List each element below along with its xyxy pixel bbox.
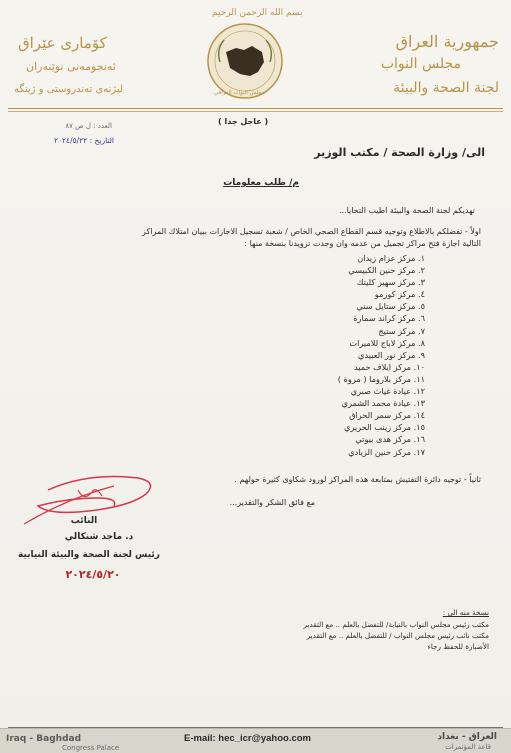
signer-position: رئيس لجنة الصحة والبيئة النيابية (17, 550, 160, 560)
subject: م/ طلب معلومات (223, 178, 299, 188)
list-item: ١١. مركز بلاروما ( مروة ) (337, 373, 425, 384)
footer-divider (8, 727, 503, 728)
para1-line1: اولاً - تفضلكم بالاطلاع وتوجيه قسم القطاع الصحي الخاص / شعبة تسجيل الاجازات ببيان امتلاك المراكز (142, 227, 481, 236)
list-item: ١٠. مركز ايلاف حميد (353, 361, 425, 372)
closing: مع فائق الشكر والتقدير... (229, 498, 315, 507)
list-item: ١٥. مركز زينب الحريري (343, 422, 425, 433)
list-item: ٣. مركز سهير كليتك (356, 277, 425, 288)
footer-email: E-mail: hec_icr@yahoo.com (184, 733, 311, 744)
parliament-emblem-icon (206, 22, 284, 100)
copy-line: الأضبارة للحفظ رجاء (427, 642, 489, 651)
copy-line: مكتب نائب رئيس مجلس النواب / للتفضل بالعلم .. مع التقدير (306, 631, 489, 640)
signer-name: د. ماجد شنكالي (64, 532, 134, 542)
list-item: ١٦. مركز هدى بيوتي (355, 434, 425, 445)
list-item: ٤. مركز كوزمو (374, 289, 425, 300)
copy-line: مكتب رئيس مجلس النواب بالنيابة/ للتفضل بالعلم .. مع التقدير (303, 620, 489, 629)
ref-date: التاريخ : ٢٠٢٤/٥/٢٢ (53, 136, 114, 145)
emblem-caption: مجلس النواب العراقي (214, 90, 265, 96)
basmala: بسم الله الرحمن الرحيم (212, 8, 303, 18)
para2: ثانياً - توجيه دائرة التفتيش بمتابعة هذه المراكز لورود شكاوى كثيرة حولهم . (234, 475, 481, 484)
list-item: ١٢. عيادة غياث صبري (350, 386, 425, 397)
header-committee-kurdish: لیژنەی تەندروستی و ژینگە (14, 84, 123, 95)
list-item: ١٧. مركز حنين الزيادي (348, 446, 425, 457)
header-committee: لجنة الصحة والبيئة (393, 80, 499, 96)
greeting: تهديكم لجنة الصحة والبيئة اطيب التحايا... (338, 206, 475, 215)
list-item: ٩. مركز نور العبيدي (358, 349, 425, 360)
list-item: ٢. مركز حنين الكبيسي (348, 265, 425, 276)
list-item: ١٣. عيادة محمد الشمري (341, 398, 425, 409)
header-divider (8, 108, 503, 109)
footer-address-right: قاعة المؤتمرات (445, 743, 491, 751)
header-country-kurdish: كۆماری عێراق (18, 34, 107, 52)
list-item: ١. مركز عزام زيدان (357, 253, 425, 263)
ref-number: العدد : ل ص ٨٧ (65, 122, 112, 130)
signature-date: ٢٠٢٤/٥/٢٠ (65, 568, 121, 581)
footer-city-left: Iraq - Baghdad (6, 734, 82, 744)
list-item: ١٤. مركز سمر الحراق (349, 410, 425, 421)
footer-city-right: العراق - بغداد (437, 732, 497, 742)
header-country: جمهورية العراق (395, 32, 499, 51)
centers-list (338, 252, 425, 458)
list-item: ٧. مركز ستيج (378, 325, 425, 336)
header-parliament: مجلس النواب (380, 56, 461, 72)
list-item: ٦. مركز كراند سمارة (353, 313, 425, 324)
header-parliament-kurdish: ئەنجومەنی نوێنەران (26, 60, 116, 73)
parliament-emblem (206, 22, 284, 100)
para1-line2: التالية اجازة فتح مراكز تجميل من عدمه وان وجدت تزويدنا بنسخة منها : (244, 239, 481, 248)
header-divider-thin (8, 111, 503, 112)
list-item: ٥. مركز ستايل ستي (356, 301, 425, 312)
footer-address-left: Congress Palace (62, 744, 120, 752)
urgent-label: ( عاجل جدا ) (218, 117, 269, 126)
addressee: الى/ وزارة الصحة / مكتب الوزير (314, 146, 485, 159)
signer-title: النائب (70, 516, 98, 526)
copies-heading: نسخة منه الى : (442, 608, 489, 617)
list-item: ٨. مركز لاباج للاميرات (349, 337, 425, 348)
